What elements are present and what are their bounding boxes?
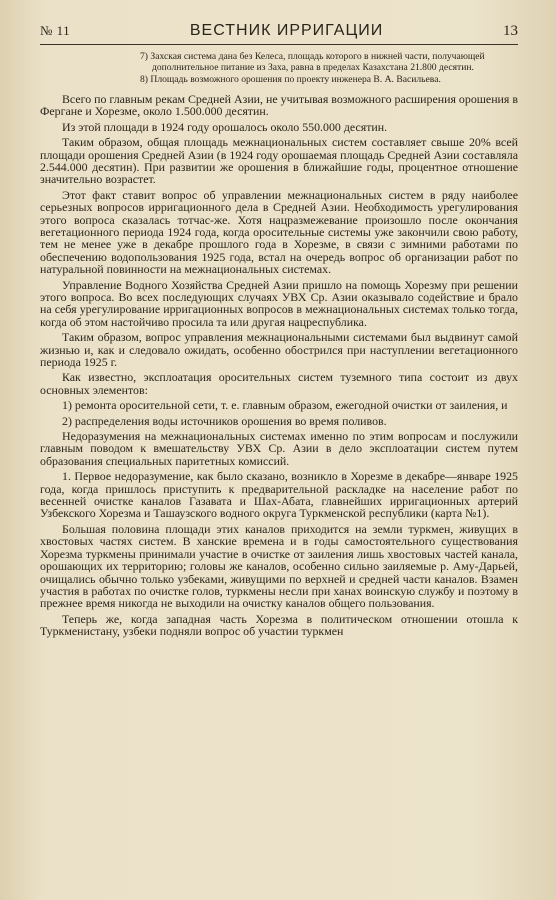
paragraph: Таким образом, общая площадь межнациональных систем составляет свыше 20% всей площади орошения Средней Азии (в 1924 году орошаемая площадь Средней Азии составляла 2.544.000 десятин). При развитии же орошения в ближайшие годы, процентное отношение значительно возрастет.	[40, 135, 518, 187]
paragraph: 1. Первое недоразумение, как было сказано, возникло в Хорезме в декабре—январе 1925 года, когда пришлось приступить к предварительной раскладке на население работ по весенней очистке каналов Газавата и Шах-Абата, главнейших ирригационных артерий Узбекского Хорезма и Ташаузского водного округа Туркменской республики (карта №1).	[40, 469, 518, 521]
paragraph: Как известно, эксплоатация оросительных систем туземного типа состоит из двух основных элементов:	[40, 370, 518, 397]
journal-title: ВЕСТНИК ИРРИГАЦИИ	[189, 22, 384, 39]
list-item: 2) распределения воды источников орошения во время поливов.	[62, 413, 387, 428]
footnote-7: 7) Захская система дана без Келеса, площадь которого в нижней части, получающей дополнительное питание из Заха, равна в пределах Казахстана 21.800 десятин.	[140, 51, 485, 74]
paragraph: Управление Водного Хозяйства Средней Азии пришло на помощь Хорезму при решении этого вопроса. Во всех последующих случаях УВХ Ср. Азии оказывало содействие и брало на себя урегулирование ирригационных вопросов в межнациональных системах только тогда, когда об этом настойчиво просила та или другая нацреспублика.	[40, 277, 518, 329]
page-number: 13	[502, 23, 518, 39]
footnotes	[140, 51, 518, 85]
paragraph: Таким образом, вопрос управления межнациональными системами был выдвинут самой жизнью и, как и следовало ожидать, особенно обострился при наступлении вегетационного периода 1925 г.	[40, 330, 518, 370]
running-header	[40, 22, 518, 45]
article-body	[40, 93, 518, 638]
paragraph: Всего по главным рекам Средней Азии, не учитывая возможного расширения орошения в Фергане и Хорезме, около 1.500.000 десятин.	[40, 91, 518, 119]
paragraph: Большая половина площади этих каналов приходится на земли туркмен, живущих в хвостовых частях систем. В ханские времена и в годы самостоятельного существования Хорезма туркмены принимали участие в очистке от заиления лишь хвостовых частей канала, орошающих их территорию; головы же каналов, особенно сильно заиляемые р. Аму-Дарьей, очищались обычно только узбеками, живущими по верхней и средней части каналов. Взамен участия в работах по очистке голов, туркмены несли при ханах воинскую службу и поэтому в прежнее время никогда не выходили на очистку каналов общего пользования.	[40, 521, 518, 611]
paragraph: Из этой площади в 1924 году орошалось около 550.000 десятин.	[62, 119, 388, 134]
paragraph: Этот факт ставит вопрос об управлении межнациональных систем в ряду наиболее серьезных вопросов ирригационного дела в Средней Азии. Необходимость урегулирования этого вопроса сказалась тотчас-же. Хотя нацразмежевание произошло после окончания вегетационного периода 1924 года, когда оросительные системы уже закончили свою работу, тем не менее уже в декабре прошлого года в Хорезме, в связи с зимними работами по обеспечению водопользования 1925 года, встал на очередь вопрос об организации работ по натуральной повинности на межнациональных системах.	[40, 187, 518, 277]
paragraph: Недоразумения на межнациональных системах именно по этим вопросам и послужили главным поводом к вмешательству УВХ Ср. Азии в дело эксплоатации систем путем образования специальных паритетных комиссий.	[40, 429, 518, 468]
footnote-8: 8) Площадь возможного орошения по проекту инженера В. А. Васильева.	[140, 73, 441, 85]
list-item: 1) ремонта оросительной сети, т. е. главным образом, ежегодной очистки от заиления, и	[62, 398, 508, 413]
paragraph: Теперь же, когда западная часть Хорезма в политическом отношении отошла к Туркменистану, узбеки подняли вопрос об участии туркмен	[40, 611, 518, 639]
issue-number: № 11	[40, 23, 71, 38]
